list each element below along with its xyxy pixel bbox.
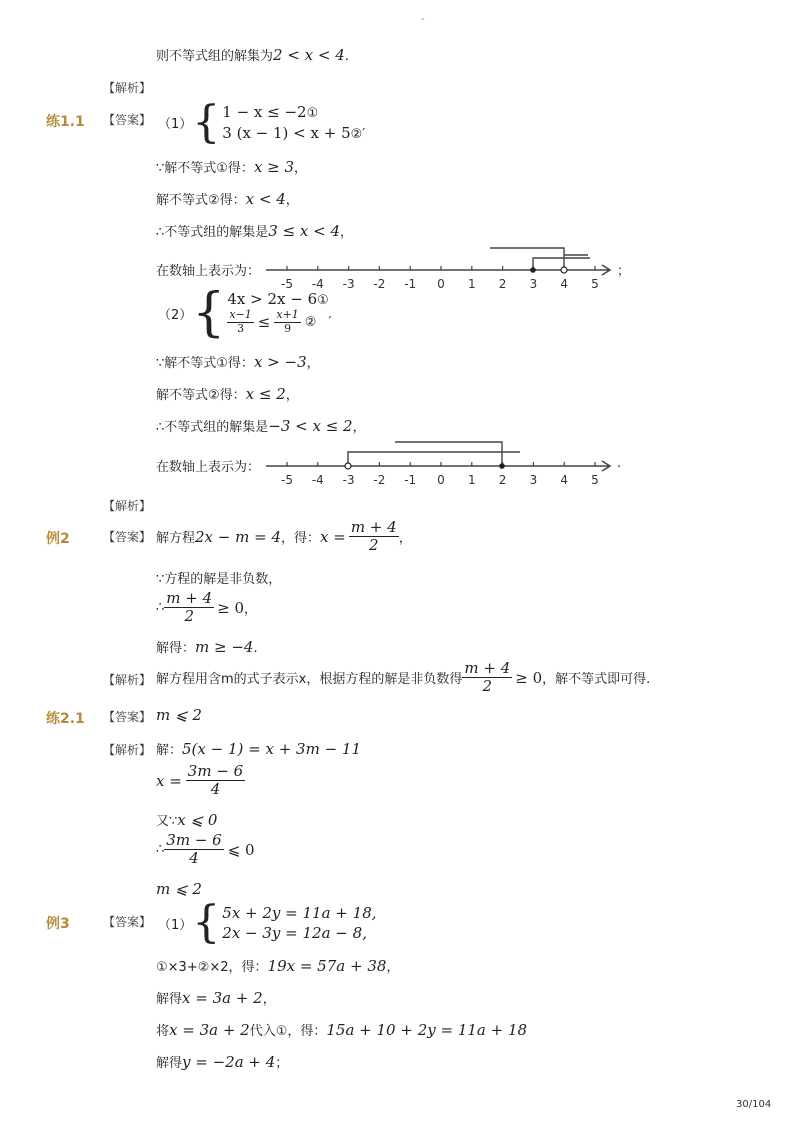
system-1 [158, 96, 366, 148]
e2-analysis: 解方程用含m的式子表示x，根据方程的解是非负数得 $\frac{m + 4}{2}$ ≥ 0 ，解不等式即可得. [156, 659, 651, 696]
nl2-end: . [617, 456, 622, 471]
solid-dot-3 [530, 267, 536, 273]
part-1-label-e3: （1） [158, 917, 193, 933]
system-2: （2） { 4x > 2x − 6① $\frac{x-1}{3}$ ≤ $\frac{x+1}{9}$ ② ′ [158, 283, 332, 343]
sys1-line1: 1 − x ≤ −2 [222, 103, 307, 121]
e3-step-3: 将x = 3a + 2代入①，得：15a + 10 + 2y = 11a + 18 [156, 1021, 528, 1039]
e3-step-1: ①×3+②×2，得：19x = 57a + 38， [156, 957, 400, 975]
e2-line-1: 解方程 2x − m = 4 ，得： x = $\frac{m + 4}{2}$ ， [156, 518, 412, 555]
bracket-gt-neg3 [348, 452, 520, 466]
fraction-m-plus-4-over-2: $\frac{m + 4}{2}$ [350, 518, 397, 555]
tick-label: 3 [529, 473, 538, 487]
l11-step-5: 解不等式②得：x ≤ 2， [156, 385, 299, 403]
left-brace-2: { [192, 283, 226, 343]
answer-tag-4: 【答案】 [103, 915, 152, 929]
e2-line-4: 解得：m ≥ −4. [156, 638, 258, 656]
tick-label: -5 [281, 277, 293, 291]
tick-label: -4 [311, 473, 324, 487]
tick-label: 0 [437, 473, 445, 487]
label-example-2: 例2 [46, 531, 70, 547]
l11-step-1: ∵解不等式①得：x ≥ 3， [156, 158, 308, 176]
l21-answer: m ⩽ 2 [156, 706, 202, 724]
l21-line-3: 又∵x ⩽ 0 [156, 811, 218, 829]
number-line-1 [260, 240, 640, 295]
tick-label: 4 [560, 473, 569, 487]
label-example-3: 例3 [46, 916, 70, 932]
tick-label: 5 [591, 277, 599, 291]
circle-2b: ② [304, 314, 317, 330]
answer-tag: 【答案】 [103, 113, 152, 127]
tick-label: 3 [529, 277, 538, 291]
fraction-m-plus-4-over-2-b: $\frac{m + 4}{2}$ [166, 589, 213, 626]
tick-label: -3 [342, 277, 355, 291]
fraction-3m-minus-6-over-4: $\frac{3m - 6}{4}$ [187, 762, 244, 799]
tick-label: -2 [373, 277, 386, 291]
fraction-m-plus-4-over-2-c: $\frac{m + 4}{2}$ [464, 659, 511, 696]
fraction-3m-minus-6-over-4-b: $\frac{3m - 6}{4}$ [166, 831, 222, 868]
label-practice-1-1: 练1.1 [46, 114, 85, 130]
e3-step-2: 解得x = 3a + 2， [156, 989, 276, 1007]
tick-label: 1 [467, 473, 476, 487]
answer-tag-3: 【答案】 [103, 710, 152, 724]
top-text: 则不等式组的解集为 [156, 49, 274, 64]
tick-label: 2 [498, 277, 507, 291]
analysis-tag-4: 【解析】 [103, 743, 152, 757]
part-2-label: （2） [158, 307, 193, 323]
hollow-dot-neg3 [345, 463, 351, 469]
e2-line-2: ∵方程的解是非负数， [156, 572, 282, 587]
circle-1b: ① [317, 293, 329, 309]
system-3 [158, 897, 377, 949]
e3-step-4: 解得y = −2a + 4； [156, 1053, 289, 1071]
bracket-lt-4 [490, 248, 564, 270]
circle-2: ② [350, 126, 363, 142]
nl1-end: ； [617, 264, 631, 279]
l11-step-6: ∴不等式组的解集是−3 < x ≤ 2， [156, 417, 366, 435]
answer-tag-2: 【答案】 [103, 530, 152, 544]
l11-step-3: ∴不等式组的解集是3 ≤ x < 4， [156, 222, 354, 240]
sys1-line2: 3 (x − 1) < x + 5 [222, 123, 351, 142]
circle-1: ① [306, 106, 319, 121]
top-conclusion [156, 45, 349, 64]
top-math: 2 < x < 4 [273, 46, 345, 64]
left-brace: { [192, 96, 221, 148]
l11-step-4: ∵解不等式①得：x > −3， [156, 353, 320, 371]
l21-line-2: x = $\frac{3m - 6}{4}$ [156, 762, 244, 799]
left-brace-3: { [192, 897, 221, 949]
tick-label: -3 [342, 473, 355, 487]
l11-step-2: 解不等式②得：x < 4， [156, 190, 299, 208]
tick-label: -4 [311, 277, 324, 291]
l11-number-line-label-2: 在数轴上表示为： [156, 460, 261, 475]
header-mark: - [421, 14, 425, 25]
fraction-x-plus-1-over-9: $\frac{x+1}{9}$ [276, 308, 299, 336]
part-1-label: （1） [158, 117, 193, 133]
e3-sys-line2: 2x − 3y = 12a − 8, [222, 924, 367, 943]
tick-label: -2 [373, 473, 386, 487]
e2-line-3: ∴ $\frac{m + 4}{2}$ ≥ 0 ， [156, 589, 258, 626]
page-number: 30/104 [736, 1099, 772, 1110]
sys2-line1: 4x > 2x − 6 [227, 290, 318, 309]
e3-sys-line1: 5x + 2y = 11a + 18, [222, 904, 377, 922]
top-end: . [344, 49, 349, 64]
analysis-tag-3: 【解析】 [103, 673, 152, 687]
analysis-tag: 【解析】 [103, 81, 152, 95]
tick-label: 5 [591, 473, 599, 487]
bracket-le-2 [395, 442, 502, 466]
l11-number-line-label: 在数轴上表示为： [156, 264, 261, 279]
analysis-tag-2: 【解析】 [103, 499, 152, 513]
tick-label: -1 [404, 473, 417, 487]
tick-label: -5 [281, 473, 293, 487]
l21-line-5: m ⩽ 2 [156, 880, 202, 898]
tick-label: 0 [437, 277, 445, 291]
fraction-x-minus-1-over-3: $\frac{x-1}{3}$ [229, 308, 252, 336]
number-line-2 [260, 436, 640, 491]
l21-line-1: 解：5(x − 1) = x + 3m − 11 [156, 740, 361, 758]
tick-label: 4 [560, 277, 569, 291]
solid-dot-2 [499, 463, 505, 469]
tick-label: 1 [467, 277, 476, 291]
label-practice-2-1: 练2.1 [46, 711, 85, 727]
l21-line-4: ∴ $\frac{3m - 6}{4}$ ⩽ 0 [156, 831, 255, 868]
tick-label: 2 [498, 473, 507, 487]
hollow-dot-4 [561, 267, 567, 273]
sys1-tail: ′ [362, 126, 366, 142]
tick-label: -1 [404, 277, 417, 291]
